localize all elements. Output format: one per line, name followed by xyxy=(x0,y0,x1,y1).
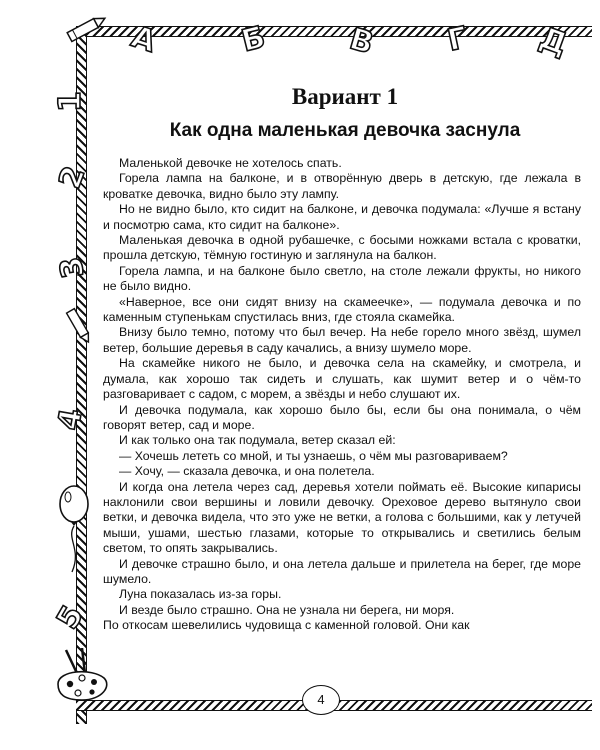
pencil-icon xyxy=(58,300,98,350)
balloon-icon xyxy=(56,484,92,574)
border-number: 3 xyxy=(53,254,92,281)
paragraph: Маленькая девочка в одной рубашечке, с босыми ножками встала с кроватки, прошла детскую, тёмную гостиную и заглянула на балкон. xyxy=(103,233,581,263)
story-title: Как одна маленькая девочка заснула xyxy=(169,120,521,141)
paragraph: Маленькой девочке не хотелось спать. xyxy=(119,156,342,170)
border-number: 5 xyxy=(50,599,91,636)
paragraph: И девочка подумала, как хорошо было бы, если бы она понимала, о чём говорят ветер, сад и море. xyxy=(103,402,581,432)
paragraph: Луна показалась из-за горы. xyxy=(119,587,282,602)
pencil-icon xyxy=(60,10,110,50)
paragraph: Внизу было темно, потому что был вечер. На небе горело много звёзд, шумел ветер, большие деревья в саду качались, а внизу шумело море. xyxy=(103,325,581,355)
paragraph: По откосам шевелились чудовища с каменной головой. Они как xyxy=(103,618,470,633)
paragraph: Но не видно было, кто сидит на балконе, и девочка подумала: «Лучше я встану и посмотрю сама, кто сидит на балконе». xyxy=(103,202,581,232)
paragraph: И как только она так подумала, ветер сказал ей: xyxy=(119,433,396,448)
paragraph: И девочке страшно было, и она летела дальше и прилетела на берег, где море шумело. xyxy=(103,556,581,586)
alphabet-letter: Г xyxy=(444,20,471,59)
border-number: 4 xyxy=(51,406,90,433)
paragraph: На скамейке никого не было, и девочка села на скамейку, и смотрела, и думала, как хорошо так сидеть и слушать, как шумит ветер и о чём-то разговаривает с садом, с морем, а звёзды и небо слушают их. xyxy=(103,356,581,402)
alphabet-letter: В xyxy=(345,21,378,62)
page-number: 4 xyxy=(302,685,340,715)
paragraph: — Хочу, — сказала девочка, и она полетела. xyxy=(119,464,375,479)
border-number: 2 xyxy=(52,161,93,194)
palette-icon xyxy=(52,648,114,704)
paragraph: Горела лампа, и на балконе было светло, на столе лежали фрукты, но никого не было видно. xyxy=(103,263,581,294)
paragraph: «Наверное, все они сидят внизу на скамеечке», — подумала девочка и по каменным ступенькам спустилась вниз, где стояла скамейка. xyxy=(103,294,581,325)
variant-title: Вариант 1 xyxy=(291,84,399,109)
paragraph: И везде было страшно. Она не узнала ни берега, ни моря. xyxy=(119,602,455,617)
alphabet-letter: А xyxy=(127,19,161,60)
paragraph: — Хочешь лететь со мной, и ты узнаешь, о чём мы разговариваем? xyxy=(119,448,508,463)
paragraph: И когда она летела через сад, деревья хотели поймать её. Высокие кипарисы наклонили свои вершины и ловили девочку. Ореховое дерево вытянуло свои ветки, и девочка видела, что это уже не ветки, а голова с большими, как у летучей мыши, ушами, шестью глазами, которые то открывались и светились белым светом, то опять закрывались. xyxy=(103,479,581,556)
border-number: 1 xyxy=(52,91,88,112)
paragraph: Горела лампа на балконе, и в отворённую дверь в детскую, где лежала в кроватке девочка, видно было эту лампу. xyxy=(103,171,581,201)
story-text xyxy=(103,156,581,634)
alphabet-letter: Б xyxy=(238,19,269,60)
alphabet-letter: Д xyxy=(534,20,572,63)
